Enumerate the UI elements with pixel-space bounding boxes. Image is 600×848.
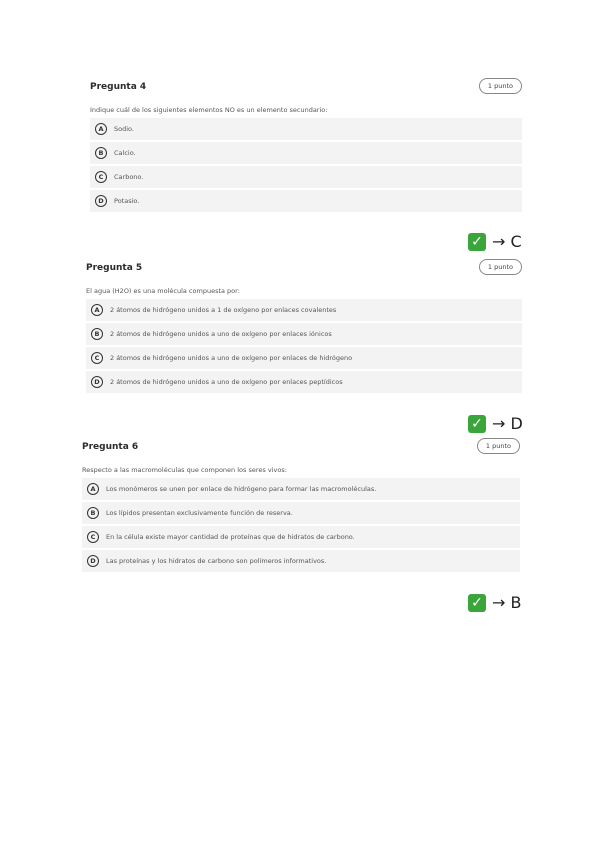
option-c[interactable] [82,526,520,548]
question-text: El agua (H2O) es una molécula compuesta por: [86,287,240,295]
option-text: Sodio. [114,125,134,133]
option-text: 2 átomos de hidrógeno unidos a 1 de oxígeno por enlaces covalentes [110,306,337,314]
question-6 [82,438,520,574]
answer-marker [468,232,522,251]
option-a[interactable] [82,478,520,500]
options-list [86,299,522,393]
option-letter-d: D [87,555,99,567]
question-title: Pregunta 6 [82,442,139,452]
option-text: En la célula existe mayor cantidad de proteínas que de hidratos de carbono. [106,533,355,541]
option-text: Calcio. [114,149,136,157]
option-c[interactable] [90,166,522,188]
option-d[interactable] [82,550,520,572]
option-letter-c: C [87,531,99,543]
check-icon: ✓ [468,594,486,612]
points-badge: 1 punto [479,78,522,94]
question-header [82,438,520,456]
option-text: Potasio. [114,197,140,205]
option-d[interactable] [90,190,522,212]
option-d[interactable] [86,371,522,393]
option-letter-c: C [91,352,103,364]
option-text: Los monómeros se unen por enlace de hidrógeno para formar las macromoléculas. [106,485,377,493]
option-text: Las proteínas y los hidratos de carbono son polímeros informativos. [106,557,327,565]
option-text: 2 átomos de hidrógeno unidos a uno de oxígeno por enlaces de hidrógeno [110,354,353,362]
option-b[interactable] [90,142,522,164]
option-text: 2 átomos de hidrógeno unidos a uno de oxígeno por enlaces peptídicos [110,378,343,386]
question-header [86,259,522,277]
option-letter-b: B [91,328,103,340]
question-text: Indique cuál de los siguientes elementos NO es un elemento secundario: [90,106,328,114]
check-icon: ✓ [468,415,486,433]
option-a[interactable] [90,118,522,140]
question-header [90,78,522,96]
options-list [82,478,520,572]
option-letter-b: B [95,147,107,159]
option-letter-a: A [95,123,107,135]
answer-marker [468,414,523,433]
option-letter-c: C [95,171,107,183]
option-text: 2 átomos de hidrógeno unidos a uno de oxígeno por enlaces iónicos [110,330,332,338]
option-letter-a: A [91,304,103,316]
question-4 [90,78,522,214]
option-letter-a: A [87,483,99,495]
option-b[interactable] [82,502,520,524]
check-icon: ✓ [468,233,486,251]
question-title: Pregunta 5 [86,263,143,273]
option-letter-d: D [91,376,103,388]
option-a[interactable] [86,299,522,321]
answer-text: → D [492,414,523,433]
question-title: Pregunta 4 [90,82,147,92]
option-text: Carbono. [114,173,144,181]
answer-text: → B [492,593,522,612]
points-badge: 1 punto [477,438,520,454]
option-c[interactable] [86,347,522,369]
option-b[interactable] [86,323,522,345]
answer-text: → C [492,232,522,251]
option-letter-b: B [87,507,99,519]
options-list [90,118,522,212]
question-text: Respecto a las macromoléculas que componen los seres vivos: [82,466,287,474]
question-5 [86,259,522,395]
option-letter-d: D [95,195,107,207]
option-text: Los lípidos presentan exclusivamente función de reserva. [106,509,293,517]
answer-marker [468,593,521,612]
points-badge: 1 punto [479,259,522,275]
